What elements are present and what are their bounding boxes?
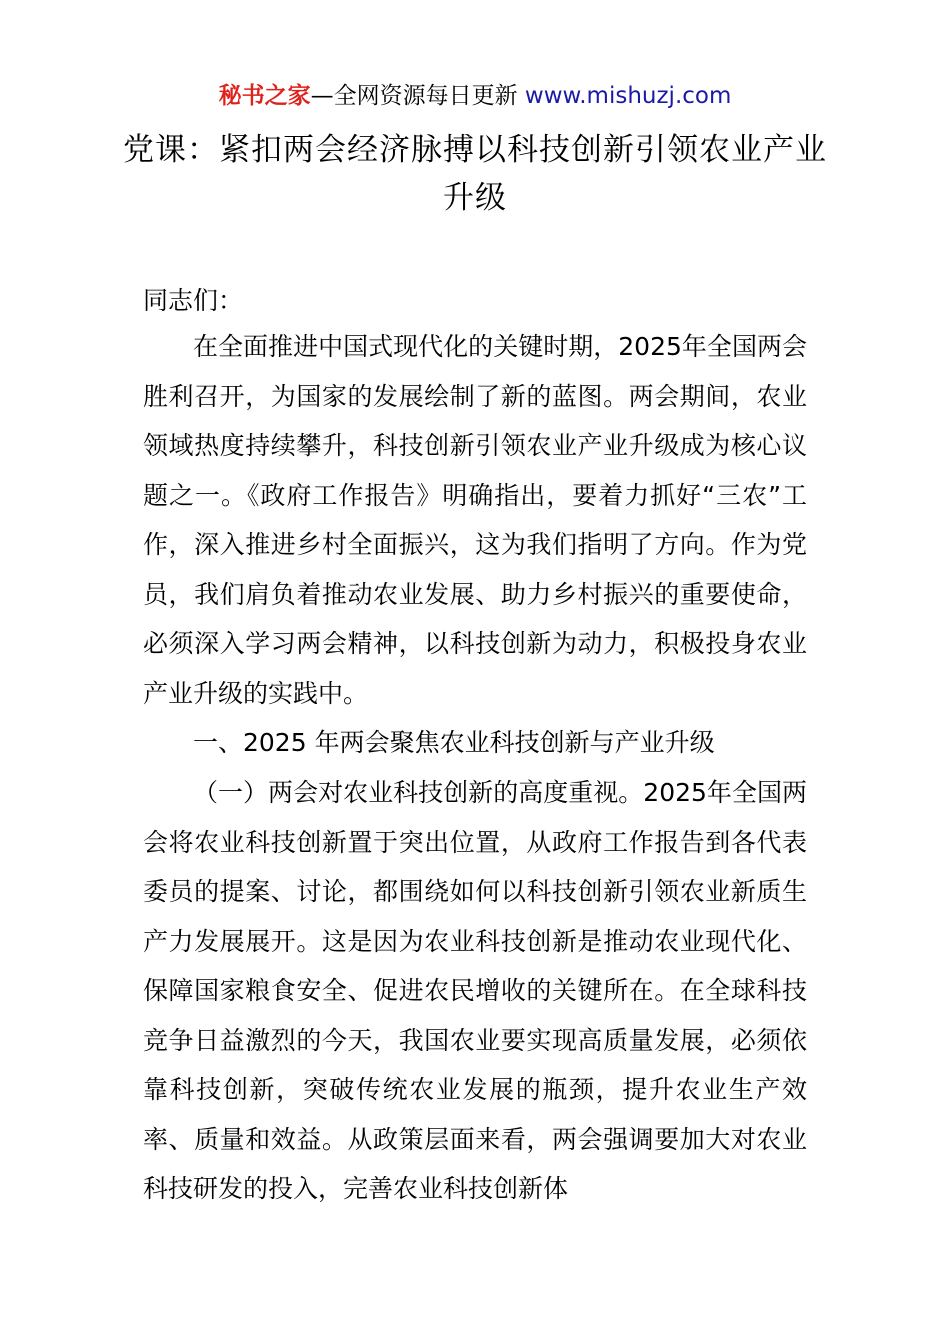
greeting: 同志们： bbox=[143, 286, 244, 315]
site-url-link[interactable]: www.mishuzj.com bbox=[524, 83, 732, 109]
site-header bbox=[0, 80, 950, 112]
site-tagline: —全网资源每日更新 bbox=[310, 83, 525, 109]
site-brand: 秘书之家 bbox=[218, 83, 311, 109]
body-paragraph-2: （一）两会对农业科技创新的高度重视。2025年全国两会将农业科技创新置于突出位置，从政府工作报告到各代表委员的提案、讨论，都围绕如何以科技创新引领农业新质生产力发展展开。这是因为农业科技创新是推动农业现代化、保障国家粮食安全、促进农民增收的关键所在。在全球科技竞争日益激烈的今天，我国农业要实现高质量发展，必须依靠科技创新，突破传统农业发展的瓶颈，提升农业生产效率、质量和效益。从政策层面来看，两会强调要加大对农业科技研发的投入，完善农业科技创新体 bbox=[143, 778, 807, 1203]
body-paragraph-1: 在全面推进中国式现代化的关键时期，2025年全国两会胜利召开，为国家的发展绘制了新的蓝图。两会期间，农业领域热度持续攀升，科技创新引领农业产业升级成为核心议题之一。《政府工作报告》明确指出，要着力抓好“三农”工作，深入推进乡村全面振兴，这为我们指明了方向。作为党员，我们肩负着推动农业发展、助力乡村振兴的重要使命，必须深入学习两会精神，以科技创新为动力，积极投身农业产业升级的实践中。 bbox=[143, 332, 807, 708]
section-heading-1: 一、2025 年两会聚焦农业科技创新与产业升级 bbox=[193, 728, 715, 757]
document-title: 党课：紧扣两会经济脉搏以科技创新引领农业产业升级 bbox=[123, 132, 827, 216]
